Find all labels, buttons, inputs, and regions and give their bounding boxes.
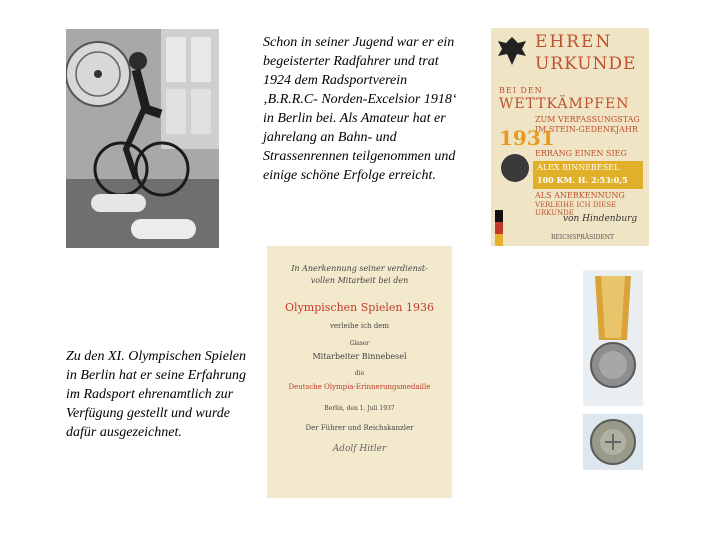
olympia-line-10: Der Führer und Reichskanzler	[305, 424, 414, 432]
olympic-medal-ribbon	[583, 270, 643, 406]
urkunde-line-6: IM STEIN-GEDENKJAHR	[535, 125, 638, 134]
olympic-text: Zu den XI. Olympischen Spielen in Berlin hat er seine Erfahrung im Radsport ehrenamtlich zur Verfügung gestellt und wurde dafür ausgezeichnet.	[66, 349, 247, 440]
olympia-line-2: vollen Mitarbeit bei den	[310, 276, 409, 285]
urkunde-title-1: EHREN	[535, 32, 613, 52]
urkunde-footer: REICHSPRÄSIDENT	[551, 234, 615, 241]
ehrenurkunde-document	[491, 28, 649, 246]
urkunde-line-9: VERLEIHE ICH DIESE URKUNDE	[535, 201, 617, 217]
cyclist-photo	[66, 29, 219, 248]
urkunde-year: 1931	[499, 126, 555, 150]
olympia-line-3: Olympischen Spielen 1936	[285, 301, 434, 314]
urkunde-name-box	[533, 161, 643, 189]
biography-text: Schon in seiner Jugend war er ein begeisterter Radfahrer und trat 1924 dem Radsportverein ‚B.R.R.C- Norden-Excelsior 1918‘ in Berlin bei. Als Amateur hat er jahrelang an Bahn- und Strassenrennen teilgenommen und einige schöne Erfolge erreicht.	[263, 35, 457, 183]
portrait-medallion	[501, 154, 529, 182]
olympia-certificate	[267, 246, 452, 498]
urkunde-signature: von Hindenburg	[563, 214, 638, 224]
urkunde-name: ALEX BINNEBESEL	[537, 163, 620, 172]
olympia-line-7: die	[354, 370, 365, 377]
urkunde-line-7: ERRANG EINEN SIEG	[535, 149, 627, 158]
urkunde-line-4: WETTKÄMPFEN	[499, 96, 630, 112]
urkunde-line-5: ZUM VERFASSUNGSTAG	[535, 115, 640, 124]
olympia-line-1: In Anerkennung seiner verdienst-	[291, 264, 428, 273]
eagle-emblem-icon	[495, 34, 529, 68]
urkunde-title-2: URKUNDE	[535, 54, 637, 74]
olympia-line-8: Deutsche Olympia-Erinnerungsmedaille	[288, 383, 431, 391]
olympia-line-9: Berlin, den 1. Juli 1937	[324, 405, 395, 412]
olympia-line-4: verleihe ich dem	[329, 322, 390, 330]
urkunde-line-3: BEI DEN	[499, 86, 543, 95]
olympia-line-6: Mitarbeiter Binnebesel	[312, 352, 407, 361]
olympia-line-5: Glaser	[349, 340, 370, 347]
urkunde-line-8: ALS ANERKENNUNG	[535, 191, 625, 200]
urkunde-result: 100 KM. H. 2:53:0,5	[537, 175, 628, 185]
flag-stripes	[495, 210, 503, 246]
olympic-medal-reverse	[583, 414, 643, 470]
olympia-signature: Adolf Hitler	[332, 444, 387, 454]
